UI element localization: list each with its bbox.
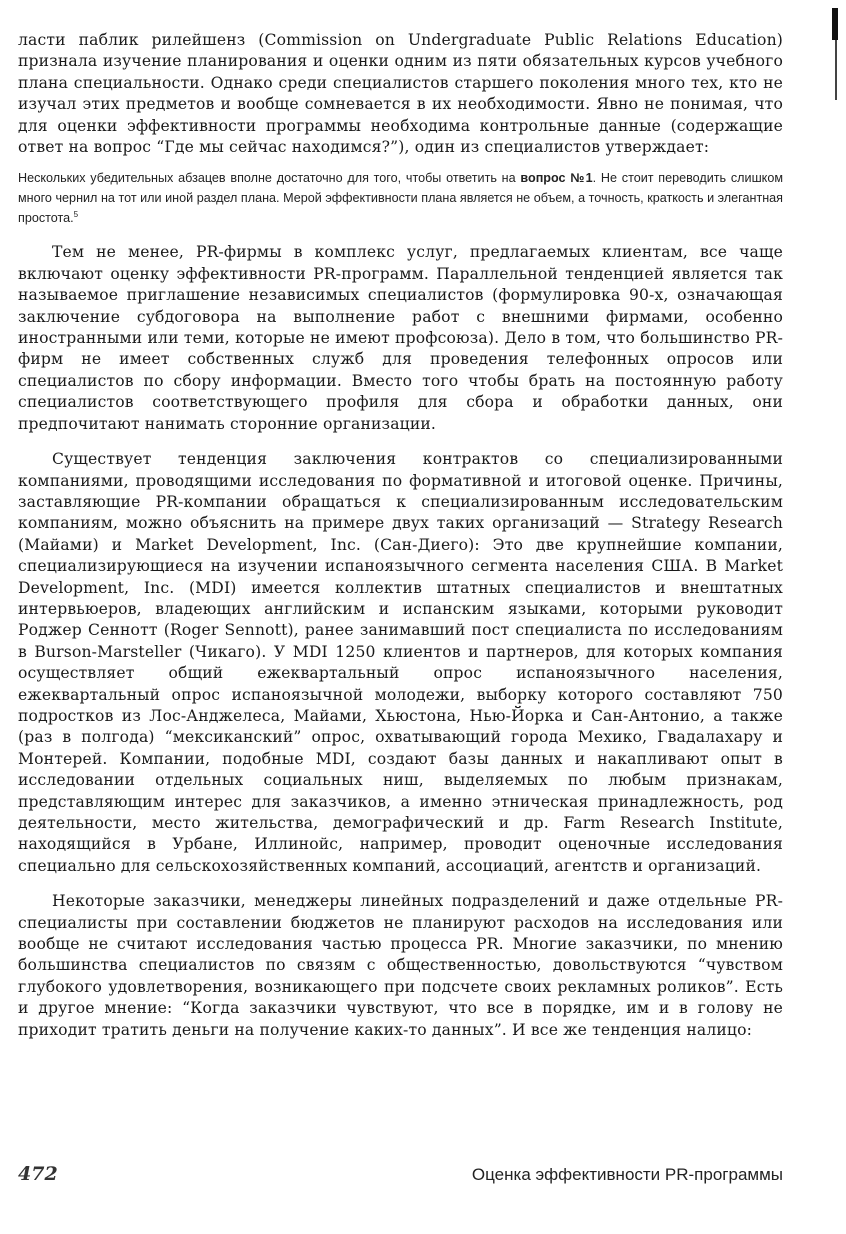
scan-edge-mark — [832, 8, 838, 98]
paragraph-clients: Некоторые заказчики, менеджеры линейных подразделений и даже отдельные PR-специалисты при составлении бюджетов не планируют расходов на исследования или вообще не считают исследования частью процесса PR. Многие заказчики, по мнению большинства специалистов по связям с общественностью, довольствуются “чувством глубокого удовлетворения, возникающего при подсчете своих рекламных роликов”. Есть и другое мнение: “Когда заказчики чувствуют, что все в порядке, им и в голову не приходит тратить деньги на получение каких-то данных”. И все же тенденция налицо: — [18, 892, 783, 1039]
page-number: 472 — [18, 1163, 58, 1185]
paragraph-contracts: Существует тенденция заключения контрактов со специализированными компаниями, проводящими исследования по формативной и итоговой оценке. Причины, заставляющие PR-компании обращаться к специализированным исследовательским компаниям, можно объяснить на примере двух таких организаций — Strategy Research (Майами) и Market Development, Inc. (Сан-Диего): Это две крупнейшие компании, специализирующиеся на изучении испаноязычного сегмента населения США. В Market Development, Inc. (MDI) имеется коллектив штатных специалистов и внештатных интервьюеров, владеющих английским и испанским языками, которыми руководит Роджер Сеннотт (Roger Sennott), ранее занимавший пост специалиста по исследованиям в Burson-Marsteller (Чикаго). У MDI 1250 клиентов и партнеров, для которых компания осуществляет общий ежеквартальный опрос испаноязычного населения, ежеквартальный опрос испаноязычной молодежи, выборку которого составляют 750 подростков из Лос-Анджелеса, Майами, Хьюстона, Нью-Йорка и Сан-Антонио, а также (раз в полгода) “мексиканский” опрос, охватывающий города Мехико, Гвадалахару и Монтерей. Компании, подобные MDI, создают базы данных и накапливают опыт в исследовании отдельных социальных ниш, выделяемых по любым признакам, представляющим интерес для заказчиков, а именно этническая принадлежность, род деятельности, место жительства, демографический и др. Farm Research Institute, находящийся в Урбане, Иллинойс, например, проводит оценочные исследования специально для сельскохозяйственных компаний, ассоциаций, агентств и организаций. — [18, 450, 783, 875]
quote-bold-term: вопрос №1 — [520, 171, 593, 186]
quote-text-after: . Не стоит переводить слишком много чернил на тот или иной раздел плана. Мерой эффективности плана является не объем, а точность, краткость и элегантная простота. — [18, 171, 783, 226]
page-body — [18, 30, 783, 1041]
quote-text-before: Нескольких убедительных абзацев вполне достаточно для того, чтобы ответить на — [18, 171, 521, 186]
footnote-marker: 5 — [73, 210, 79, 220]
paragraph-pr-firms: Тем не менее, PR-фирмы в комплекс услуг, предлагаемых клиентам, все чаще включают оценку эффективности PR-программ. Параллельной тенденцией является так называемое приглашение независимых специалистов (формулировка 90-х, означающая заключение субдоговора на выполнение работ с внешними фирмами, особенно иностранными или теми, которые не имеют профсоюза). Дело в том, что большинство PR-фирм не имеет собственных служб для проведения телефонных опросов или специалистов по сбору информации. Вместо того чтобы брать на постоянную работу специалистов соответствующего профиля для сбора и обработки данных, они предпочитают нанимать сторонние организации. — [18, 243, 783, 433]
running-title: Оценка эффективности PR-программы — [471, 1165, 783, 1184]
page-footer — [18, 1163, 783, 1185]
paragraph-continuation: ласти паблик рилейшенз (Commission on Undergraduate Public Relations Education) признала изучение планирования и оценки одним из пяти обязательных курсов учебного плана специальности. Однако среди специалистов старшего поколения много тех, кто не изучал этих предметов и вообще сомневается в их необходимости. Явно не понимая, что для оценки эффективности программы необходима контрольные данные (содержащие ответ на вопрос “Где мы сейчас находимся?”), один из специалистов утверждает: — [18, 31, 783, 157]
block-quote — [18, 168, 783, 228]
